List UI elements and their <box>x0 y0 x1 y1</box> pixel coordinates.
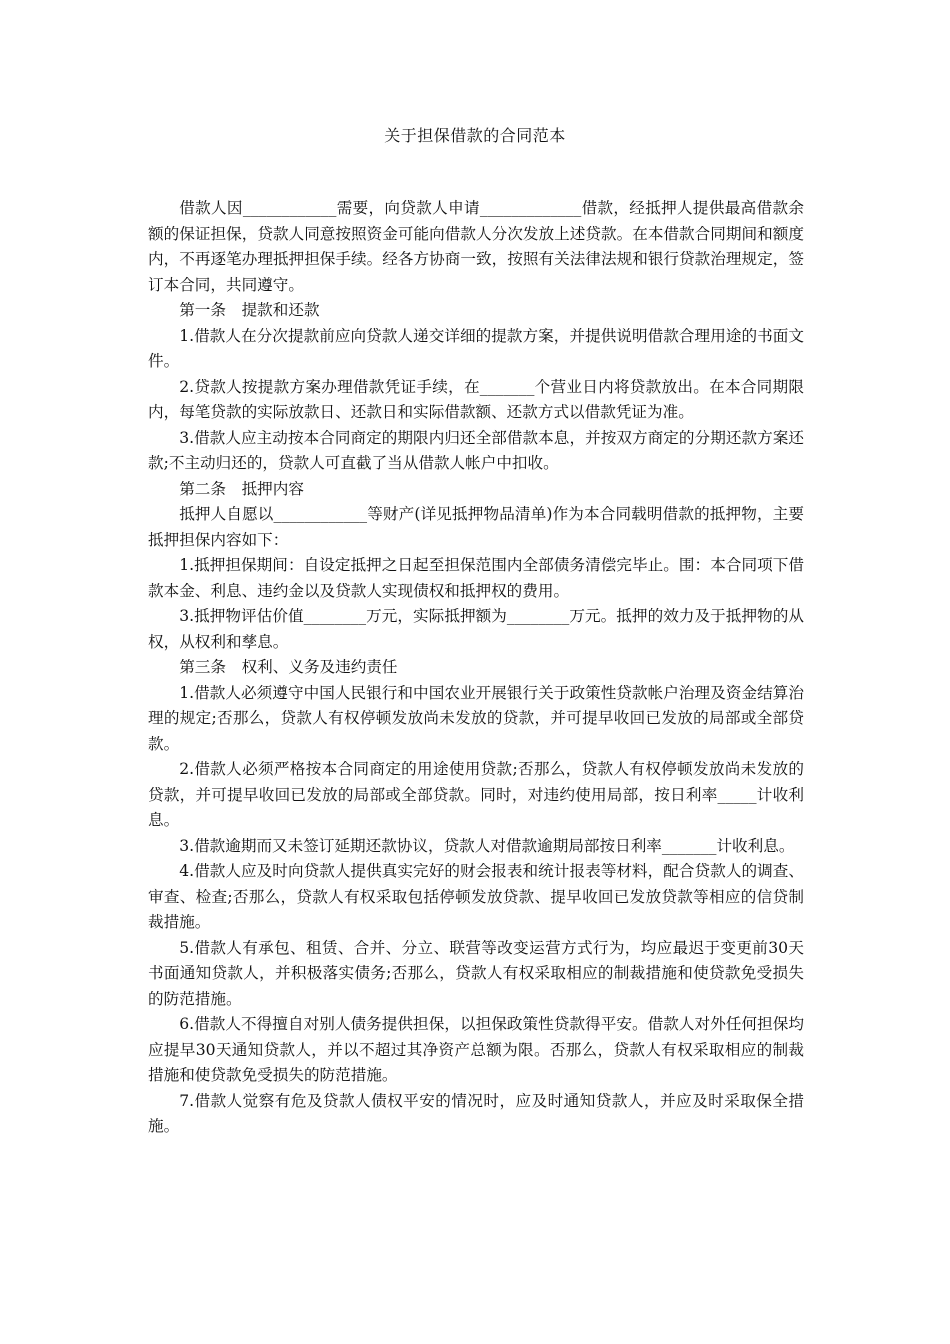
article-2-clause-1: 1.抵押担保期间：自设定抵押之日起至担保范围内全部债务清偿完毕止。围：本合同项下借款本金、利息、违约金以及贷款人实现债权和抵押权的费用。 <box>148 556 804 600</box>
article-3-clause-1: 1.借款人必须遵守中国人民银行和中国农业开展银行关于政策性贷款帐户治理及资金结算治理的规定;否那么，贷款人有权停顿发放尚未发放的贷款，并可提早收回已发放的局部或全部贷款。 <box>148 683 804 753</box>
article-3-clause-7: 7.借款人觉察有危及贷款人债权平安的情况时，应及时通知贷款人，并应及时采取保全措施。 <box>148 1091 804 1135</box>
document-body <box>148 196 804 1140</box>
article-1-clause-2: 2.贷款人按提款方案办理借款凭证手续，在_______个营业日内将贷款放出。在本合同期限内，每笔贷款的实际放款日、还款日和实际借款额、还款方式以借款凭证为准。 <box>148 377 804 421</box>
article-3-clause-5: 5.借款人有承包、租赁、合并、分立、联营等改变运营方式行为，均应最迟于变更前30天书面通知贷款人，并积极落实债务;否那么，贷款人有权采取相应的制裁措施和使贷款免受损失的防范措施。 <box>148 938 804 1008</box>
article-3-heading: 第三条 权利、义务及违约责任 <box>179 658 398 676</box>
article-2-intro: 抵押人自愿以____________等财产(详见抵押物品清单)作为本合同载明借款的抵押物，主要抵押担保内容如下： <box>148 505 804 549</box>
article-1-clause-1: 1.借款人在分次提款前应向贷款人递交详细的提款方案，并提供说明借款合理用途的书面文件。 <box>148 326 804 370</box>
document-title: 关于担保借款的合同范本 <box>384 126 566 145</box>
article-1-heading: 第一条 提款和还款 <box>179 301 320 319</box>
article-3-clause-3: 3.借款逾期而又未签订延期还款协议，贷款人对借款逾期局部按日利率_______计收利息。 <box>179 836 795 855</box>
article-2-heading: 第二条 抵押内容 <box>179 479 304 498</box>
intro-paragraph: 借款人因____________需要，向贷款人申请_____________借款，经抵押人提供最高借款余额的保证担保，贷款人同意按照资金可能向借款人分次发放上述贷款。在本借款合同期间和额度内，不再逐笔办理抵押担保手续。经各方协商一致，按照有关法律法规和银行贷款治理规定，签订本合同，共同遵守。 <box>148 199 804 294</box>
article-2-clause-3: 3.抵押物评估价值________万元，实际抵押额为________万元。抵押的效力及于抵押物的从权，从权利和孳息。 <box>148 607 804 651</box>
article-3-clause-2: 2.借款人必须严格按本合同商定的用途使用贷款;否那么，贷款人有权停顿发放尚未发放的贷款，并可提早收回已发放的局部或全部贷款。同时，对违约使用局部，按日利率_____计收利息。 <box>148 760 804 829</box>
article-3-clause-4: 4.借款人应及时向贷款人提供真实完好的财会报表和统计报表等材料，配合贷款人的调查、审查、检查;否那么，贷款人有权采取包括停顿发放贷款、提早收回已发放贷款等相应的信贷制裁措施。 <box>148 862 804 931</box>
article-1-clause-3: 3.借款人应主动按本合同商定的期限内归还全部借款本息，并按双方商定的分期还款方案还款;不主动归还的，贷款人可直截了当从借款人帐户中扣收。 <box>148 428 804 472</box>
article-3-clause-6: 6.借款人不得擅自对别人债务提供担保，以担保政策性贷款得平安。借款人对外任何担保均应提早30天通知贷款人，并以不超过其净资产总额为限。否那么，贷款人有权采取相应的制裁措施和使贷款免受损失的防范措施。 <box>148 1015 804 1084</box>
